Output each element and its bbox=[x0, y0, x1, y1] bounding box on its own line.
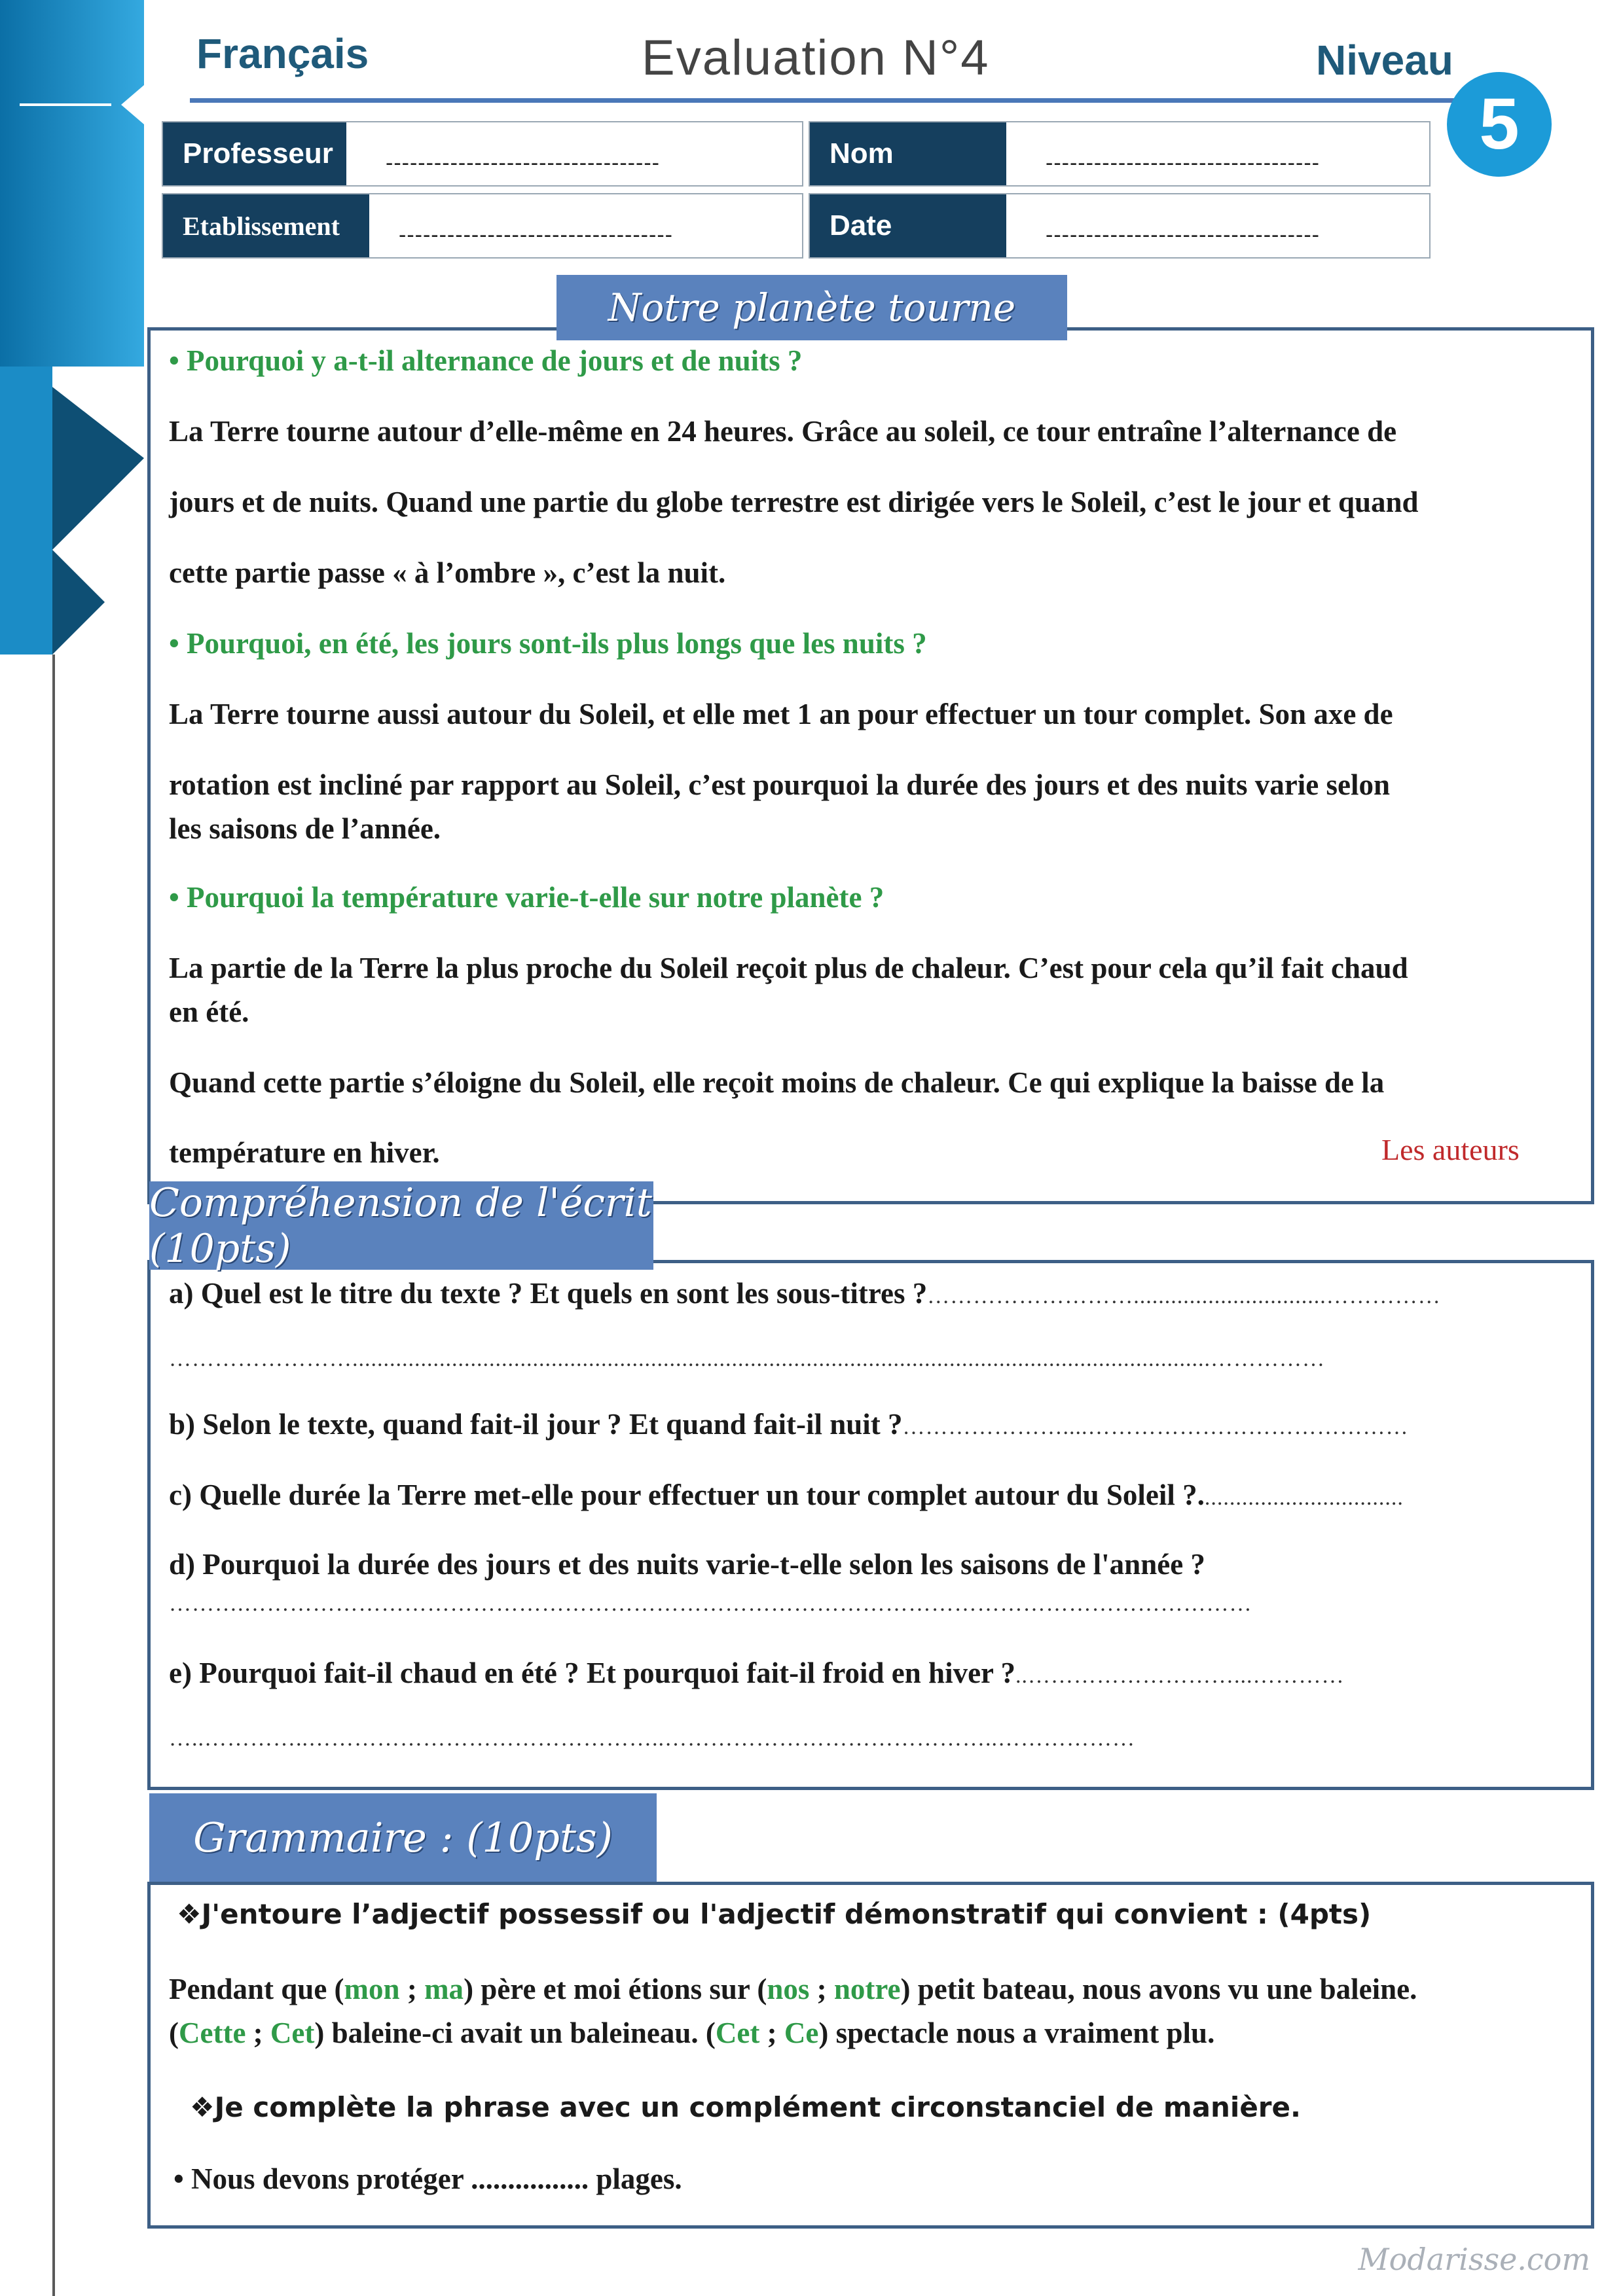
sentence-2-part-a: ( bbox=[169, 2017, 179, 2049]
grammar-sentence-3[interactable]: • Nous devons protéger ................ plages. bbox=[173, 2162, 682, 2195]
answer-b-line[interactable]: …………………....…………………………………… bbox=[902, 1415, 1409, 1439]
paragraph-3-line-2: en été. bbox=[169, 996, 249, 1028]
sentence-2-sep-1: ; bbox=[246, 2017, 270, 2049]
professeur-label: Professeur bbox=[163, 122, 346, 185]
nom-field bbox=[809, 121, 1431, 187]
question-b bbox=[169, 1407, 1409, 1441]
grammar-instruction-2: ❖Je complète la phrase avec un complément circonstanciel de manière. bbox=[190, 2091, 1301, 2123]
text-source: Les auteurs bbox=[1381, 1133, 1520, 1166]
question-e-text: e) Pourquoi fait-il chaud en été ? Et pourquoi fait-il froid en hiver ? bbox=[169, 1657, 1015, 1689]
header-divider bbox=[190, 98, 1480, 103]
paragraph-2-line-2: rotation est incliné par rapport au Soleil, c’est pourquoi la durée des jours et des nuits varie selon bbox=[169, 768, 1391, 801]
grammar-title: Grammaire : (10pts) bbox=[149, 1793, 657, 1882]
sentence-1-sep-1: ; bbox=[399, 1973, 425, 2005]
etablissement-field bbox=[162, 193, 803, 259]
paragraph-1-line-2: jours et de nuits. Quand une partie du globe terrestre est dirigée vers le Soleil, c’est le jour et quand bbox=[169, 486, 1419, 518]
sentence-1-part-b: ) père et moi étions sur ( bbox=[464, 1973, 767, 2005]
question-a-text: a) Quel est le titre du texte ? Et quels en sont les sous-titres ? bbox=[169, 1277, 928, 1310]
answer-a-line[interactable]: ………………………...............................…………… bbox=[927, 1284, 1441, 1308]
professeur-value[interactable]: ---------------------------------- bbox=[386, 151, 660, 175]
question-d: d) Pourquoi la durée des jours et des nuits varie-t-elle selon les saisons de l'année ? bbox=[169, 1548, 1205, 1581]
answer-e-line[interactable]: ..………………………...………… bbox=[1015, 1664, 1345, 1688]
question-3-heading: • Pourquoi la température varie-t-elle sur notre planète ? bbox=[169, 881, 884, 914]
answer-d-line[interactable]: ……….…………………………………………………………………………………………………………………… bbox=[169, 1592, 1252, 1616]
choice-ce[interactable]: Ce bbox=[784, 2017, 819, 2049]
subject-title: Français bbox=[196, 30, 369, 77]
paragraph-1-line-3: cette partie passe « à l’ombre », c’est la nuit. bbox=[169, 556, 726, 589]
comprehension-box bbox=[147, 1260, 1594, 1790]
sentence-2-sep-2: ; bbox=[759, 2017, 784, 2049]
choice-mon[interactable]: mon bbox=[344, 1973, 400, 2005]
question-a bbox=[169, 1276, 1441, 1310]
choice-ma[interactable]: ma bbox=[424, 1973, 464, 2005]
nom-value[interactable]: ---------------------------------- bbox=[1046, 151, 1320, 175]
sentence-1-part-a: Pendant que ( bbox=[169, 1973, 344, 2005]
choice-cet-2[interactable]: Cet bbox=[715, 2017, 760, 2049]
question-2-heading: • Pourquoi, en été, les jours sont-ils plus longs que les nuits ? bbox=[169, 627, 927, 660]
paragraph-2-line-1: La Terre tourne aussi autour du Soleil, et elle met 1 an pour effectuer un tour complet. Son axe de bbox=[169, 698, 1393, 730]
question-1-heading: • Pourquoi y a-t-il alternance de jours et de nuits ? bbox=[169, 344, 803, 377]
date-field bbox=[809, 193, 1431, 259]
answer-c-line[interactable]: ................................ bbox=[1204, 1486, 1404, 1510]
etablissement-value[interactable]: ---------------------------------- bbox=[399, 223, 673, 247]
sentence-2-part-b: ) baleine-ci avait un baleineau. ( bbox=[314, 2017, 716, 2049]
decorative-ribbon bbox=[0, 0, 151, 2296]
grammar-instruction-1: ❖J'entoure l’adjectif possessif ou l'adjectif démonstratif qui convient : (4pts) bbox=[177, 1898, 1372, 1930]
date-value[interactable]: ---------------------------------- bbox=[1046, 223, 1320, 247]
comprehension-title: Compréhension de l'écrit (10pts) bbox=[149, 1181, 653, 1270]
answer-e-line-2[interactable]: …..…………..………………………………………..……………………………………..……………… bbox=[169, 1727, 1135, 1751]
question-c bbox=[169, 1478, 1404, 1512]
sentence-1-part-c: ) petit bateau, nous avons vu une baleine. bbox=[900, 1973, 1417, 2005]
paragraph-3-line-1: La partie de la Terre la plus proche du Soleil reçoit plus de chaleur. C’est pour cela qu’il fait chaud bbox=[169, 952, 1408, 984]
professeur-field bbox=[162, 121, 803, 187]
grammar-sentence-2 bbox=[169, 2016, 1214, 2050]
paragraph-2-line-3: les saisons de l’année. bbox=[169, 812, 441, 845]
paragraph-1-line-1: La Terre tourne autour d’elle-même en 24 heures. Grâce au soleil, ce tour entraîne l’alternance de bbox=[169, 415, 1397, 448]
date-label: Date bbox=[810, 194, 1006, 257]
choice-notre[interactable]: notre bbox=[833, 1973, 901, 2005]
nom-label: Nom bbox=[810, 122, 1006, 185]
choice-nos[interactable]: nos bbox=[767, 1973, 810, 2005]
choice-cet[interactable]: Cet bbox=[270, 2017, 315, 2049]
watermark: Modarisse.com bbox=[1358, 2242, 1590, 2277]
level-label: Niveau bbox=[1316, 37, 1453, 84]
level-badge: 5 bbox=[1447, 72, 1552, 177]
question-c-text: c) Quelle durée la Terre met-elle pour effectuer un tour complet autour du Soleil ?. bbox=[169, 1479, 1205, 1511]
question-b-text: b) Selon le texte, quand fait-il jour ? Et quand fait-il nuit ? bbox=[169, 1408, 903, 1441]
question-e bbox=[169, 1656, 1344, 1690]
paragraph-4-line-2: température en hiver. bbox=[169, 1136, 440, 1169]
sentence-2-part-c: ) spectacle nous a vraiment plu. bbox=[818, 2017, 1215, 2049]
sentence-1-sep-2: ; bbox=[809, 1973, 834, 2005]
answer-a-line-2[interactable]: ……………………..........................................................................................................................................…………… bbox=[169, 1347, 1325, 1371]
choice-cette[interactable]: Cette bbox=[179, 2017, 246, 2049]
evaluation-title: Evaluation N°4 bbox=[642, 30, 990, 86]
etablissement-label: Etablissement bbox=[163, 194, 369, 257]
reading-text-title: Notre planète tourne bbox=[556, 275, 1067, 340]
grammar-sentence-1 bbox=[169, 1972, 1417, 2006]
paragraph-4-line-1: Quand cette partie s’éloigne du Soleil, elle reçoit moins de chaleur. Ce qui explique la baisse de la bbox=[169, 1066, 1385, 1099]
